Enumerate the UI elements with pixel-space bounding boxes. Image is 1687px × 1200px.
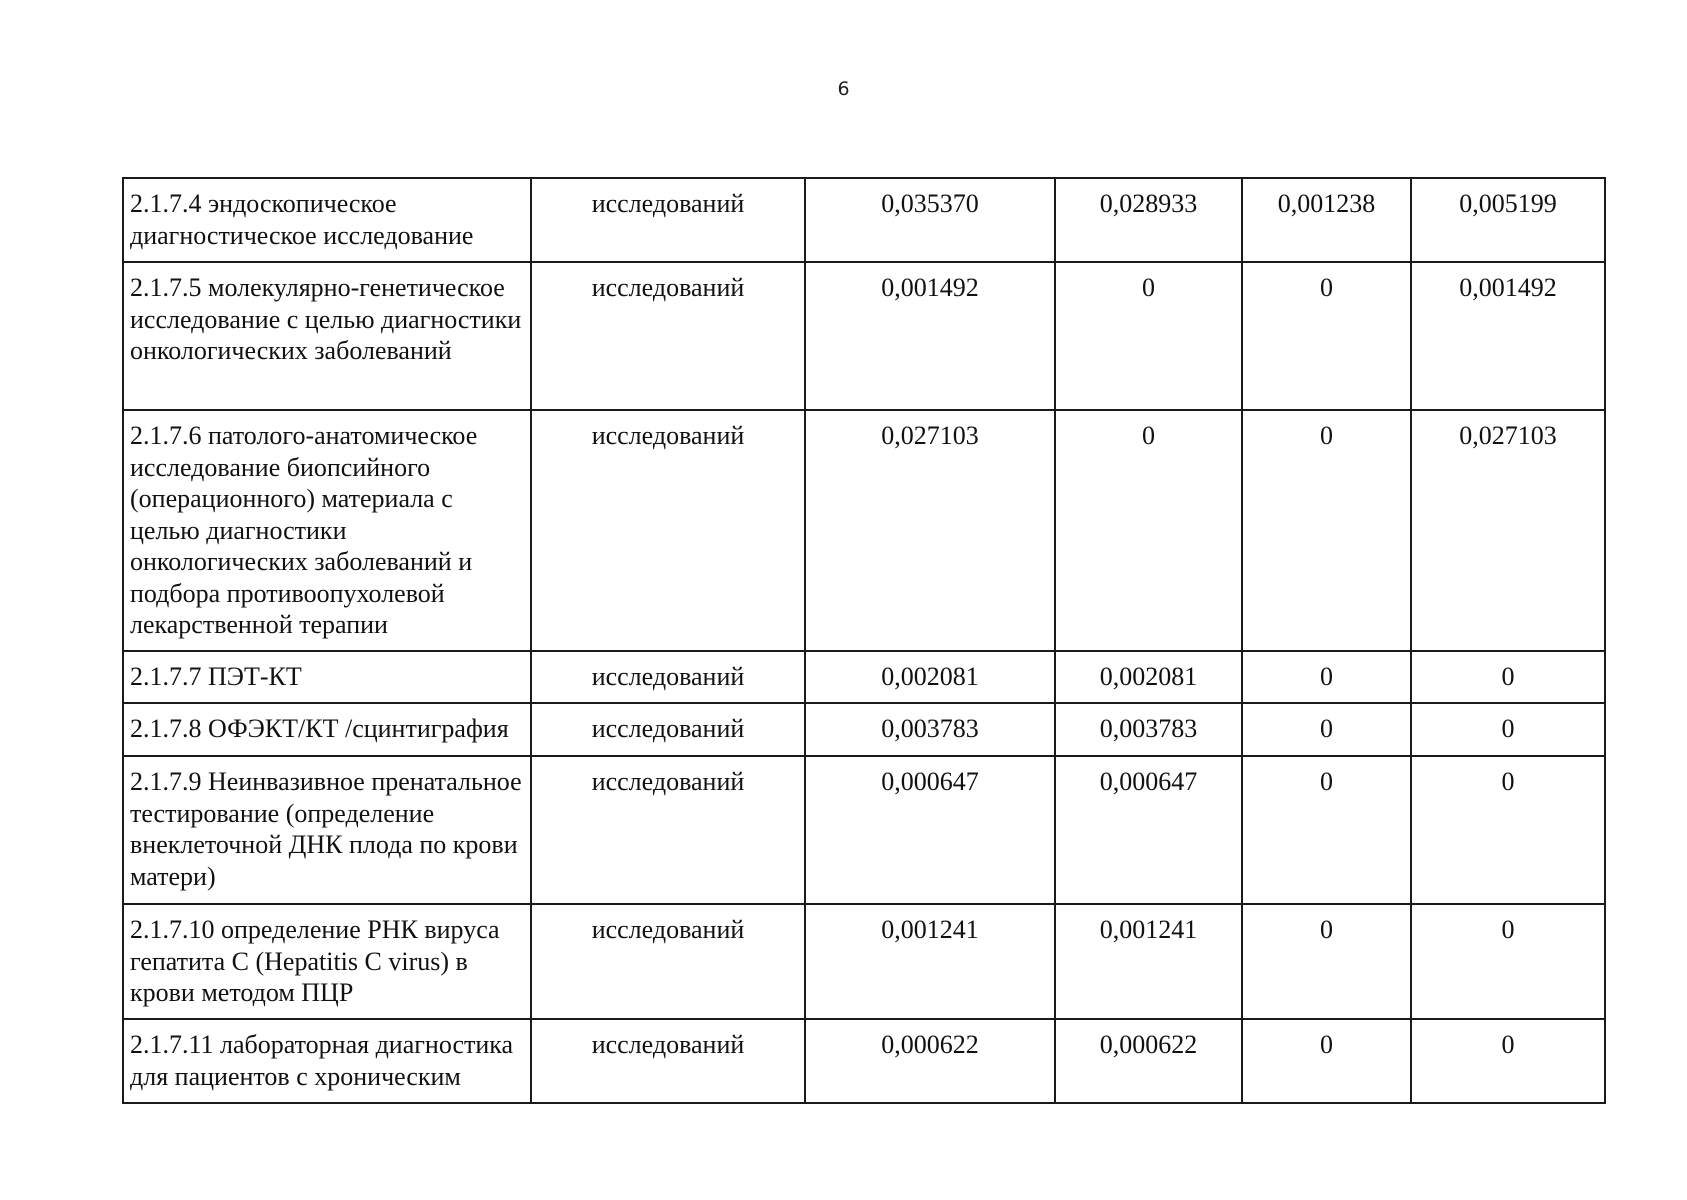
value-cell: 0,001241 [1055, 904, 1242, 1019]
value-cell: 0,001492 [805, 262, 1055, 410]
value-cell: 0,027103 [1411, 410, 1605, 651]
value-cell: 0,005199 [1411, 178, 1605, 262]
unit-cell: исследований [531, 756, 805, 904]
value-cell: 0 [1055, 262, 1242, 410]
row-name-cell: 2.1.7.8 ОФЭКТ/КТ /сцинтиграфия [123, 703, 531, 756]
page-number: 6 [837, 78, 850, 100]
value-cell: 0,000647 [805, 756, 1055, 904]
value-cell: 0 [1411, 904, 1605, 1019]
value-cell: 0 [1242, 904, 1411, 1019]
value-cell: 0 [1242, 410, 1411, 651]
unit-cell: исследований [531, 262, 805, 410]
value-cell: 0 [1055, 410, 1242, 651]
unit-cell: исследований [531, 178, 805, 262]
table-row [123, 756, 1605, 904]
value-cell: 0,001241 [805, 904, 1055, 1019]
value-cell: 0,001492 [1411, 262, 1605, 410]
value-cell: 0,027103 [805, 410, 1055, 651]
value-cell: 0,003783 [1055, 703, 1242, 756]
unit-cell: исследований [531, 410, 805, 651]
row-name-cell: 2.1.7.7 ПЭТ-КТ [123, 651, 531, 703]
row-name-cell: 2.1.7.6 патолого-анатомическое исследование биопсийного (операционного) материала с целью диагностики онкологических заболеваний и подбора противоопухолевой лекарственной терапии [123, 410, 531, 651]
value-cell: 0,035370 [805, 178, 1055, 262]
value-cell: 0,002081 [805, 651, 1055, 703]
value-cell: 0 [1242, 651, 1411, 703]
unit-cell: исследований [531, 703, 805, 756]
table-row [123, 178, 1605, 262]
value-cell: 0 [1411, 703, 1605, 756]
unit-cell: исследований [531, 904, 805, 1019]
value-cell: 0 [1411, 1019, 1605, 1103]
value-cell: 0 [1411, 651, 1605, 703]
value-cell: 0 [1242, 703, 1411, 756]
data-table [122, 177, 1606, 1104]
table-row [123, 262, 1605, 410]
value-cell: 0,001238 [1242, 178, 1411, 262]
value-cell: 0,002081 [1055, 651, 1242, 703]
value-cell: 0,000647 [1055, 756, 1242, 904]
table-row [123, 703, 1605, 756]
row-name-cell: 2.1.7.11 лабораторная диагностика для пациентов с хроническим [123, 1019, 531, 1103]
value-cell: 0,028933 [1055, 178, 1242, 262]
value-cell: 0,000622 [805, 1019, 1055, 1103]
value-cell: 0 [1242, 1019, 1411, 1103]
table-row [123, 904, 1605, 1019]
value-cell: 0 [1242, 262, 1411, 410]
value-cell: 0 [1411, 756, 1605, 904]
unit-cell: исследований [531, 651, 805, 703]
value-cell: 0 [1242, 756, 1411, 904]
table-row [123, 410, 1605, 651]
table-row [123, 1019, 1605, 1103]
unit-cell: исследований [531, 1019, 805, 1103]
row-name-cell: 2.1.7.10 определение РНК вируса гепатита C (Hepatitis C virus) в крови методом ПЦР [123, 904, 531, 1019]
value-cell: 0,000622 [1055, 1019, 1242, 1103]
row-name-cell: 2.1.7.4 эндоскопическое диагностическое исследование [123, 178, 531, 262]
row-name-cell: 2.1.7.9 Неинвазивное пренатальное тестирование (определение внеклеточной ДНК плода по крови матери) [123, 756, 531, 904]
row-name-cell: 2.1.7.5 молекулярно-генетическое исследование с целью диагностики онкологических заболеваний [123, 262, 531, 410]
value-cell: 0,003783 [805, 703, 1055, 756]
table-row [123, 651, 1605, 703]
